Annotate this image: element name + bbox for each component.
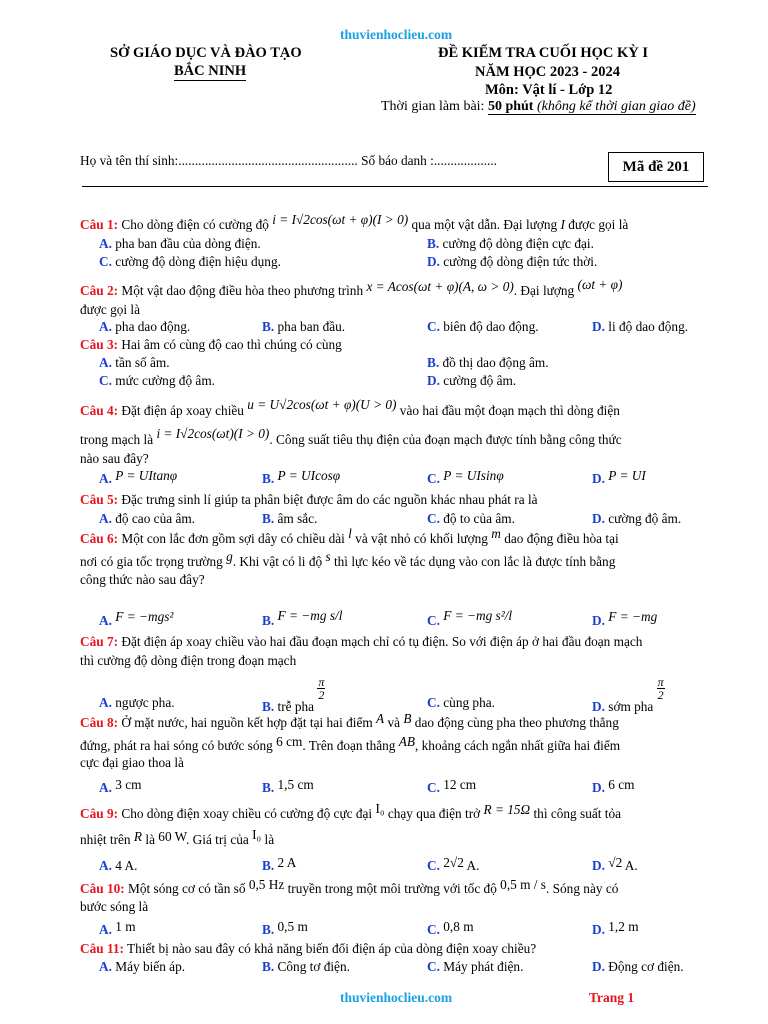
question-text: được gọi là — [564, 217, 629, 232]
option-letter: D. — [592, 858, 605, 873]
option-text: F = −mgs² — [115, 609, 174, 624]
variable: R — [133, 829, 143, 844]
option-text: trễ pha — [277, 698, 315, 714]
question-2-cont: được gọi là — [80, 302, 141, 317]
question-text: đứng, phát ra hai sóng có bước sóng — [80, 738, 277, 753]
variable: g — [226, 549, 233, 564]
question-text: dao động điều hòa tại — [500, 531, 619, 546]
option-letter: C. — [99, 373, 112, 388]
option-letter: A. — [99, 471, 112, 486]
q10-option-a[interactable] — [99, 919, 136, 938]
question-4-cont2: nào sau đây? — [80, 451, 149, 466]
question-8-cont — [80, 734, 621, 754]
option-text: 1,5 cm — [277, 777, 314, 792]
q8-option-d[interactable] — [592, 777, 635, 796]
question-8-cont2: cực đại giao thoa là — [80, 755, 184, 770]
variable: B — [403, 711, 412, 726]
option-text: √2 — [608, 855, 623, 870]
option-letter: A. — [99, 236, 112, 251]
option-text: cường độ âm. — [443, 373, 517, 388]
time-line — [381, 99, 696, 115]
formula: x = Acos(ωt + φ)(A, ω > 0) — [366, 279, 514, 294]
option-letter: B. — [262, 613, 275, 628]
question-text: Ở mặt nước, hai nguồn kết hợp đặt tại hai điểm — [118, 715, 377, 730]
option-text: 0,8 m — [443, 919, 474, 934]
option-letter: C. — [99, 254, 112, 269]
q10-option-b[interactable] — [262, 919, 308, 938]
option-text: sớm pha — [608, 698, 654, 714]
question-text: là — [261, 832, 275, 847]
option-text: 2 A — [277, 855, 297, 870]
question-4-cont — [80, 426, 622, 448]
option-text: cường độ dòng điện tức thời. — [443, 254, 598, 269]
question-text: Một vật dao động điều hòa theo phương trình — [118, 283, 367, 298]
option-text: Máy phát điện. — [443, 959, 524, 974]
option-letter: C. — [427, 858, 440, 873]
option-text: ngược pha. — [115, 695, 175, 710]
option-text: độ cao của âm. — [115, 511, 196, 526]
option-letter: A. — [99, 355, 112, 370]
option-letter: B. — [262, 780, 275, 795]
q6-option-d[interactable] — [592, 609, 658, 629]
formula: i = I√2cos(ωt + φ)(I > 0) — [272, 212, 409, 227]
option-text: F = −mg s²/l — [443, 608, 513, 623]
question-label: Câu 9: — [80, 806, 119, 821]
school-year: NĂM HỌC 2023 - 2024 — [475, 64, 620, 80]
question-text: thì lực kéo về tác dụng vào con lắc là được tính bằng — [330, 554, 616, 569]
header-divider — [82, 186, 708, 187]
q5-option-d[interactable] — [592, 511, 681, 527]
variable: I₀ — [252, 827, 262, 842]
q3-option-d[interactable] — [427, 373, 516, 389]
q6-option-c[interactable] — [427, 608, 513, 629]
q1-option-b[interactable] — [427, 236, 594, 252]
option-letter: D. — [592, 922, 605, 937]
variable: (ωt + φ) — [577, 277, 623, 292]
q1-option-c[interactable] — [99, 254, 281, 270]
question-text: là — [142, 832, 159, 847]
q6-option-a[interactable] — [99, 609, 174, 629]
fraction-numerator: π — [657, 675, 664, 689]
variable: 0,5 Hz — [248, 877, 285, 892]
question-label: Câu 6: — [80, 531, 119, 546]
q2-option-a[interactable] — [99, 319, 190, 335]
question-text: nhiệt trên — [80, 832, 134, 847]
q5-option-a[interactable] — [99, 511, 195, 527]
question-text: . Khi vật có li độ — [232, 554, 326, 569]
option-letter: A. — [99, 695, 112, 710]
question-text: Hai âm có cùng độ cao thì chúng có cùng — [118, 337, 342, 352]
variable: 6 cm — [276, 734, 303, 749]
option-text: 4 A. — [115, 858, 138, 873]
exam-title: ĐỀ KIỂM TRA CUỐI HỌC KỲ I — [438, 45, 649, 61]
province-name: BẮC NINH — [174, 63, 247, 79]
option-letter: B. — [427, 355, 440, 370]
question-2 — [80, 277, 623, 299]
question-text: . Đại lượng — [513, 283, 578, 298]
question-label: Câu 4: — [80, 403, 119, 418]
option-letter: D. — [592, 471, 605, 486]
question-3 — [80, 337, 342, 353]
pi-over-2-fraction — [657, 676, 665, 701]
q9-option-d[interactable] — [592, 855, 638, 874]
q4-option-c[interactable] — [427, 468, 504, 487]
pi-over-2-fraction — [317, 676, 325, 701]
option-letter: D. — [592, 511, 605, 526]
option-text: pha dao động. — [115, 319, 191, 334]
option-letter: B. — [427, 236, 440, 251]
question-text: . Trên đoạn thẳng — [302, 738, 399, 753]
variable: s — [325, 549, 331, 564]
question-6-cont — [80, 549, 616, 570]
q3-option-a[interactable] — [99, 355, 170, 371]
question-text: Đặt điện áp xoay chiều — [118, 403, 248, 418]
option-letter: C. — [427, 613, 440, 628]
option-text: P = UIsinφ — [443, 468, 504, 483]
q5-option-b[interactable] — [262, 511, 317, 527]
q5-option-c[interactable] — [427, 511, 515, 527]
question-4 — [80, 397, 620, 419]
question-5 — [80, 492, 538, 508]
option-letter: A. — [99, 922, 112, 937]
option-letter: B. — [262, 922, 275, 937]
option-text: F = −mg s/l — [277, 608, 343, 623]
option-letter: A. — [99, 319, 112, 334]
q11-option-a[interactable] — [99, 959, 185, 975]
q1-option-a[interactable] — [99, 236, 261, 252]
exam-code-box — [608, 152, 704, 182]
option-letter: D. — [427, 254, 440, 269]
question-text: Cho dòng điện xoay chiều có cường độ cực đại — [118, 806, 376, 821]
q8-option-c[interactable] — [427, 777, 477, 796]
option-letter: B. — [262, 858, 275, 873]
q7-option-d[interactable] — [592, 675, 665, 714]
option-text: 3 cm — [115, 777, 142, 792]
question-text: Thiết bị nào sau đây có khả năng biến đổi điện áp của dòng điện xoay chiều? — [123, 941, 537, 956]
option-text: 1 m — [115, 919, 136, 934]
option-letter: A. — [99, 780, 112, 795]
question-8 — [80, 711, 619, 731]
question-text: truyền trong một môi trường với tốc độ — [284, 881, 501, 896]
variable: R = 15Ω — [483, 802, 531, 817]
option-letter: C. — [427, 471, 440, 486]
question-label: Câu 5: — [80, 492, 119, 507]
question-label: Câu 11: — [80, 941, 124, 956]
q7-option-b[interactable] — [262, 675, 325, 714]
fraction-denominator: 2 — [657, 688, 664, 702]
q11-option-b[interactable] — [262, 959, 350, 975]
option-text: pha ban đầu của dòng điện. — [115, 236, 261, 251]
option-letter: D. — [592, 613, 605, 628]
option-text: độ to của âm. — [443, 511, 515, 526]
q2-option-b[interactable] — [262, 319, 345, 335]
option-unit: A. — [463, 858, 480, 873]
q8-option-a[interactable] — [99, 777, 142, 796]
q11-option-c[interactable] — [427, 959, 523, 975]
option-letter: C. — [427, 922, 440, 937]
question-text: Một sóng cơ có tần số — [124, 881, 249, 896]
q9-option-b[interactable] — [262, 855, 297, 874]
option-text: pha ban đầu. — [277, 319, 346, 334]
option-letter: A. — [99, 613, 112, 628]
option-letter: B. — [262, 698, 275, 714]
variable: m — [491, 526, 501, 541]
option-letter: D. — [592, 698, 605, 714]
option-letter: A. — [99, 511, 112, 526]
question-text: Đặt điện áp xoay chiều vào hai đầu đoạn mạch chỉ có tụ điện. So với điện áp ở hai đầu đoạn mạch — [118, 634, 643, 649]
subject-line: Môn: Vật lí - Lớp 12 — [485, 82, 613, 98]
question-text: . Giá trị của — [186, 832, 253, 847]
option-letter: C. — [427, 780, 440, 795]
option-text: F = −mg — [608, 609, 658, 624]
question-text: . Công suất tiêu thụ điện của đoạn mạch được tính bằng công thức — [269, 432, 622, 447]
q10-option-d[interactable] — [592, 919, 639, 938]
option-letter: B. — [262, 959, 275, 974]
formula: i = I√2cos(ωt)(I > 0) — [156, 426, 270, 441]
option-text: âm sắc. — [277, 511, 318, 526]
question-label: Câu 3: — [80, 337, 119, 352]
time-value: 50 phút — [487, 99, 534, 114]
question-text: . Sóng này có — [545, 881, 619, 896]
variable: I₀ — [375, 801, 385, 816]
time-note: (không kể thời gian giao đề) — [533, 99, 696, 114]
option-text: cường độ dòng điện hiệu dụng. — [115, 254, 281, 269]
variable: l — [348, 526, 352, 541]
option-text: P = UI — [608, 468, 646, 483]
question-11 — [80, 941, 536, 957]
question-10 — [80, 877, 619, 897]
time-prefix: Thời gian làm bài: — [381, 99, 488, 114]
q3-option-c[interactable] — [99, 373, 215, 389]
option-letter: C. — [427, 959, 440, 974]
question-text: , khoảng cách ngắn nhất giữa hai điểm — [415, 738, 621, 753]
option-text: li độ dao động. — [608, 319, 689, 334]
option-text: Công tơ điện. — [277, 959, 350, 974]
question-text: Một con lắc đơn gồm sợi dây có chiều dài — [118, 531, 349, 546]
question-9 — [80, 801, 622, 822]
question-text: dao động cùng pha theo phương thẳng — [411, 715, 619, 730]
question-label: Câu 2: — [80, 283, 119, 298]
option-text: cùng pha. — [443, 695, 495, 710]
question-text: trong mạch là — [80, 432, 157, 447]
question-label: Câu 8: — [80, 715, 119, 730]
question-text: qua một vật dẫn. Đại lượng — [408, 217, 561, 232]
question-7 — [80, 634, 642, 650]
department-name: SỞ GIÁO DỤC VÀ ĐÀO TẠO — [110, 45, 302, 61]
student-info-line: Họ và tên thí sinh:...................................................... Số báo danh :................... — [80, 153, 497, 168]
q2-option-d[interactable] — [592, 319, 688, 335]
site-watermark-bottom[interactable]: thuvienhoclieu.com — [340, 990, 453, 1005]
site-watermark-top[interactable]: thuvienhoclieu.com — [340, 27, 453, 42]
option-text: 0,5 m — [277, 919, 308, 934]
question-6 — [80, 526, 619, 547]
question-10-cont: bước sóng là — [80, 899, 149, 914]
q9-option-a[interactable] — [99, 858, 137, 874]
formula: u = U√2cos(ωt + φ)(U > 0) — [247, 397, 397, 412]
option-text: cường độ âm. — [608, 511, 682, 526]
option-text: P = UIcosφ — [277, 468, 341, 483]
q4-option-b[interactable] — [262, 468, 341, 487]
option-letter: C. — [427, 319, 440, 334]
option-letter: D. — [592, 780, 605, 795]
option-text: 2√2 — [443, 855, 464, 870]
option-letter: B. — [262, 511, 275, 526]
option-text: 12 cm — [443, 777, 477, 792]
option-text: đồ thị dao động âm. — [442, 355, 549, 370]
option-letter: A. — [99, 959, 112, 974]
option-text: Động cơ điện. — [608, 959, 684, 974]
question-label: Câu 1: — [80, 217, 119, 232]
option-text: 6 cm — [608, 777, 635, 792]
question-9-cont — [80, 827, 275, 848]
option-text: tần số âm. — [115, 355, 170, 370]
q10-option-c[interactable] — [427, 919, 474, 938]
q6-option-b[interactable] — [262, 608, 343, 629]
option-text: P = UItanφ — [115, 468, 178, 483]
q4-option-a[interactable] — [99, 468, 178, 487]
question-1 — [80, 212, 629, 233]
q3-option-b[interactable] — [427, 355, 549, 371]
question-6-cont2: công thức nào sau đây? — [80, 572, 205, 587]
question-text: chạy qua điện trở — [384, 806, 484, 821]
question-text: Đặc trưng sinh lí giúp ta phân biệt được âm do các nguồn khác nhau phát ra là — [118, 492, 538, 507]
page-number: Trang 1 — [589, 990, 635, 1005]
option-text: cường độ dòng điện cực đại. — [442, 236, 594, 251]
option-letter: B. — [262, 319, 275, 334]
option-letter: D. — [592, 959, 605, 974]
option-text: 1,2 m — [608, 919, 639, 934]
variable: 60 W — [158, 829, 187, 844]
q1-option-d[interactable] — [427, 254, 597, 270]
option-text: mức cường độ âm. — [115, 373, 215, 388]
q4-option-d[interactable] — [592, 468, 646, 487]
option-letter: D. — [592, 319, 605, 334]
question-label: Câu 10: — [80, 881, 125, 896]
fraction-numerator: π — [318, 675, 325, 689]
question-text: và vật nhỏ có khối lượng — [351, 531, 492, 546]
option-letter: A. — [99, 858, 112, 873]
q2-option-c[interactable] — [427, 319, 539, 335]
exam-code: Mã đề 201 — [622, 158, 690, 175]
variable: 0,5 m / s — [500, 877, 546, 892]
variable: A — [376, 711, 385, 726]
variable: AB — [398, 734, 415, 749]
variable: I — [560, 217, 565, 232]
question-label: Câu 7: — [80, 634, 119, 649]
question-text: Cho dòng điện có cường độ — [118, 217, 273, 232]
option-letter: B. — [262, 471, 275, 486]
option-letter: C. — [427, 695, 440, 710]
q11-option-d[interactable] — [592, 959, 684, 975]
q8-option-b[interactable] — [262, 777, 314, 796]
question-text: và — [384, 715, 404, 730]
option-text: Máy biến áp. — [115, 959, 186, 974]
q7-option-a[interactable] — [99, 695, 175, 711]
q7-option-c[interactable] — [427, 695, 495, 711]
fraction-denominator: 2 — [318, 688, 325, 702]
option-letter: D. — [427, 373, 440, 388]
q9-option-c[interactable] — [427, 855, 480, 874]
question-text: vào hai đầu một đoạn mạch thì dòng điện — [396, 403, 620, 418]
question-text: nơi có gia tốc trọng trường — [80, 554, 227, 569]
question-text: thì công suất tỏa — [530, 806, 622, 821]
option-letter: C. — [427, 511, 440, 526]
question-7-cont: thì cường độ dòng điện trong đoạn mạch — [80, 653, 297, 668]
option-unit: A. — [622, 858, 638, 873]
option-text: biên độ dao động. — [443, 319, 539, 334]
